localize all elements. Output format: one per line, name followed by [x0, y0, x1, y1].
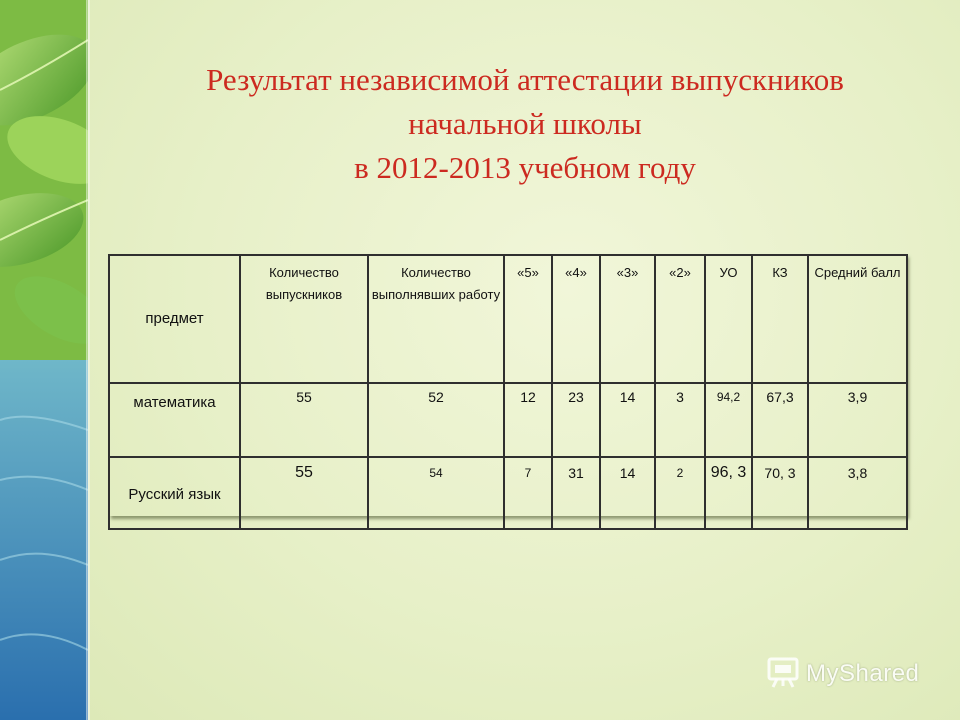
row-1-grade-5: 12: [504, 383, 552, 457]
table-row: [109, 457, 907, 529]
row-2-grade-4: 31: [552, 457, 600, 529]
row-2-participants: 54: [368, 457, 504, 529]
row-2-kz: 70, 3: [752, 457, 808, 529]
header-cell-uo: УО: [705, 255, 752, 383]
row-1-average: 3,9: [808, 383, 907, 457]
row-2-average: 3,8: [808, 457, 907, 529]
row-1-participants: 52: [368, 383, 504, 457]
row-2-grade-5: 7: [504, 457, 552, 529]
header-cell-participants: Количество выполнявших работу: [368, 255, 504, 383]
slide-title: [90, 58, 960, 190]
header-cell-grade-2: «2»: [655, 255, 705, 383]
row-1-grade-4: 23: [552, 383, 600, 457]
row-2-subject: Русский язык: [109, 457, 240, 529]
myshared-watermark: [766, 656, 919, 692]
row-2-grade-2: 2: [655, 457, 705, 529]
table-header-row: [109, 255, 907, 383]
row-2-grade-3: 14: [600, 457, 655, 529]
header-cell-kz: КЗ: [752, 255, 808, 383]
header-cell-graduates: Количество выпускников: [240, 255, 368, 383]
row-1-uo: 94,2: [705, 383, 752, 457]
results-table: [108, 254, 908, 530]
header-cell-grade-4: «4»: [552, 255, 600, 383]
row-1-graduates: 55: [240, 383, 368, 457]
row-1-grade-2: 3: [655, 383, 705, 457]
header-cell-average: Средний балл: [808, 255, 907, 383]
row-1-kz: 67,3: [752, 383, 808, 457]
title-line-1: Результат независимой аттестации выпускников: [206, 62, 844, 97]
header-cell-subject: предмет: [109, 255, 240, 383]
decorative-leaf-strip: [0, 0, 88, 720]
title-line-3: в 2012-2013 учебном году: [354, 150, 696, 185]
row-1-subject: математика: [109, 383, 240, 457]
header-cell-grade-3: «3»: [600, 255, 655, 383]
row-2-uo: 96, 3: [705, 457, 752, 529]
header-cell-grade-5: «5»: [504, 255, 552, 383]
row-1-grade-3: 14: [600, 383, 655, 457]
watermark-text: MyShared: [806, 660, 920, 687]
row-2-graduates: 55: [240, 457, 368, 529]
presentation-board-icon: [766, 655, 800, 694]
table-row: [109, 383, 907, 457]
title-line-2: начальной школы: [408, 106, 642, 141]
results-table-wrapper: [108, 254, 906, 516]
